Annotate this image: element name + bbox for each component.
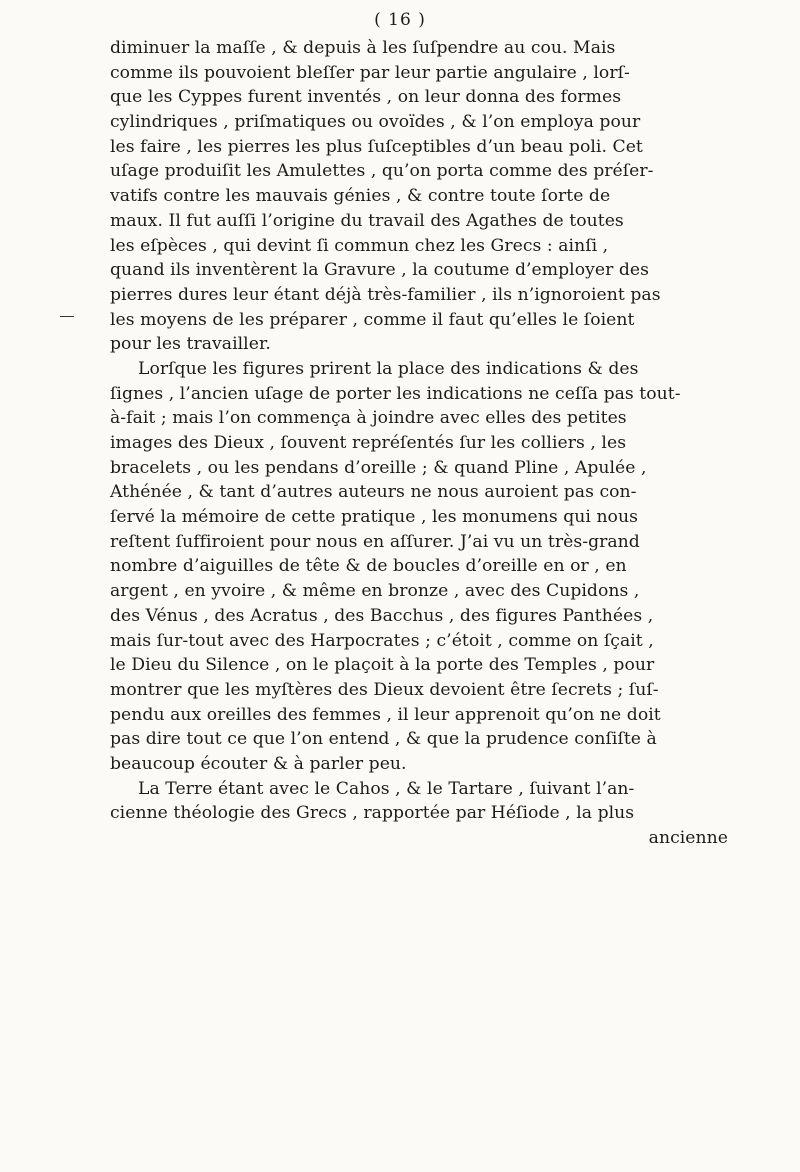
text-line: pas dire tout ce que l’on entend , & que la prudence conſiſte à — [110, 729, 657, 750]
text-line: uſage produiſit les Amulettes , qu’on porta comme des préſer- — [110, 161, 654, 182]
text-line: nombre d’aiguilles de tête & de boucles d’oreille en or , en — [110, 556, 627, 577]
text-line: ſignes , l’ancien uſage de porter les indications ne ceſſa pas tout- — [110, 383, 681, 404]
text-line: cienne théologie des Grecs , rapportée par Héſiode , la plus — [110, 803, 635, 824]
text-line: quand ils inventèrent la Gravure , la coutume d’employer des — [110, 260, 650, 281]
text-line: comme ils pouvoient bleſſer par leur partie angulaire , lorſ- — [110, 62, 630, 83]
text-line: pour les travailler. — [110, 334, 271, 355]
text-line: diminuer la maſſe , & depuis à les ſuſpendre au cou. Mais — [110, 38, 616, 58]
text-line: mais ſur-tout avec des Harpocrates ; c’étoit , comme on ſçait , — [110, 630, 654, 651]
text-line: les moyens de les préparer , comme il faut qu’elles le ſoient — [110, 309, 635, 330]
text-line: des Vénus , des Acratus , des Bacchus , des figures Panthées , — [110, 605, 654, 626]
text-line: bracelets , ou les pendans d’oreille ; & quand Pline , Apulée , — [110, 457, 647, 478]
margin-dash-mark — [60, 316, 74, 317]
catchword: ancienne — [648, 828, 728, 848]
paragraph-start-line: La Terre étant avec le Cahos , & le Tartare , ſuivant l’an- — [138, 778, 635, 799]
text-line: argent , en yvoire , & même en bronze , avec des Cupidons , — [110, 581, 640, 602]
text-line: vatifs contre les mauvais génies , & contre toute ſorte de — [110, 186, 611, 207]
text-line: cylindriques , priſmatiques ou ovoïdes , & l’on employa pour — [110, 112, 641, 133]
text-line: que les Cyppes furent inventés , on leur donna des formes — [110, 87, 622, 108]
page-number: ( 16 ) — [374, 10, 426, 30]
text-line: pendu aux oreilles des femmes , il leur apprenoit qu’on ne doit — [110, 704, 661, 725]
text-line: Athénée , & tant d’autres auteurs ne nous auroient pas con- — [110, 482, 637, 503]
text-line: images des Dieux , ſouvent repréſentés ſur les colliers , les — [110, 433, 627, 453]
text-line: pierres dures leur étant déjà très-familier , ils n’ignoroient pas — [110, 284, 661, 305]
text-line: à-fait ; mais l’on commença à joindre avec elles des petites — [110, 408, 627, 429]
text-line: maux. Il fut auſſi l’origine du travail des Agathes de toutes — [110, 210, 624, 231]
text-line: beaucoup écouter & à parler peu. — [110, 753, 407, 774]
text-line: ſervé la mémoire de cette pratique , les monumens qui nous — [110, 507, 638, 528]
body-text — [110, 36, 728, 851]
text-line: le Dieu du Silence , on le plaçoit à la porte des Temples , pour — [110, 655, 655, 676]
text-line: reſtent ſuffiroient pour nous en aſſurer. J’ai vu un très-grand — [110, 531, 640, 552]
text-line: les eſpèces , qui devint ſi commun chez les Grecs : ainſi , — [110, 235, 609, 256]
text-line: montrer que les myſtères des Dieux devoient être ſecrets ; ſuſ- — [110, 679, 659, 700]
paragraph-start-line: Lorſque les figures prirent la place des indications & des — [138, 358, 639, 379]
text-line: les faire , les pierres les plus ſuſceptibles d’un beau poli. Cet — [110, 136, 643, 157]
